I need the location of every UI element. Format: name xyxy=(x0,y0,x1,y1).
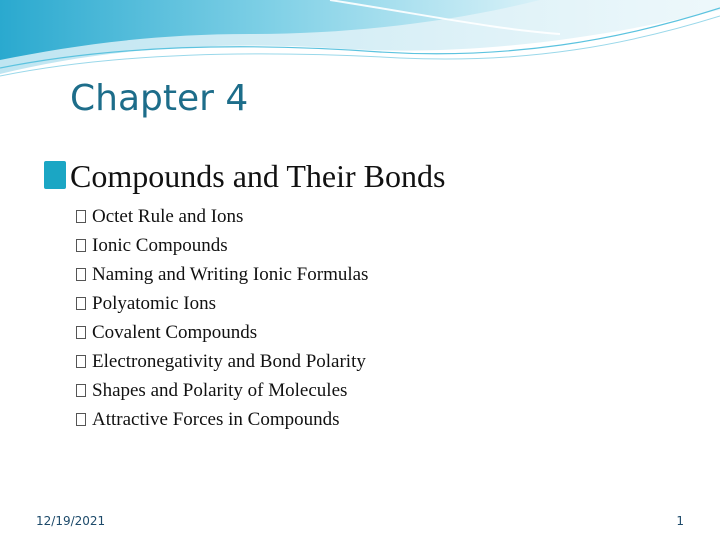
checkbox-bullet-icon xyxy=(76,239,86,252)
checkbox-bullet-icon xyxy=(76,210,86,223)
list-item: Electronegativity and Bond Polarity xyxy=(76,347,368,376)
list-item: Naming and Writing Ionic Formulas xyxy=(76,260,368,289)
checkbox-bullet-icon xyxy=(76,268,86,281)
footer-date: 12/19/2021 xyxy=(36,514,106,528)
checkbox-bullet-icon xyxy=(76,355,86,368)
list-item: Ionic Compounds xyxy=(76,231,368,260)
checkbox-bullet-icon xyxy=(76,326,86,339)
list-item: Covalent Compounds xyxy=(76,318,368,347)
sub-bullet-list xyxy=(76,202,368,434)
main-bullet-text: Compounds and Their Bonds xyxy=(70,158,446,194)
checkbox-bullet-icon xyxy=(76,297,86,310)
checkbox-bullet-icon xyxy=(76,384,86,397)
slide-title: Chapter 4 xyxy=(70,78,249,119)
list-item: Shapes and Polarity of Molecules xyxy=(76,376,368,405)
bullet-marker-icon xyxy=(44,161,66,189)
checkbox-bullet-icon xyxy=(76,413,86,426)
header-wave-decoration xyxy=(0,0,720,90)
list-item: Attractive Forces in Compounds xyxy=(76,405,368,434)
list-item: Octet Rule and Ions xyxy=(76,202,368,231)
main-bullet xyxy=(44,158,445,195)
page-number: 1 xyxy=(676,514,684,528)
list-item: Polyatomic Ions xyxy=(76,289,368,318)
